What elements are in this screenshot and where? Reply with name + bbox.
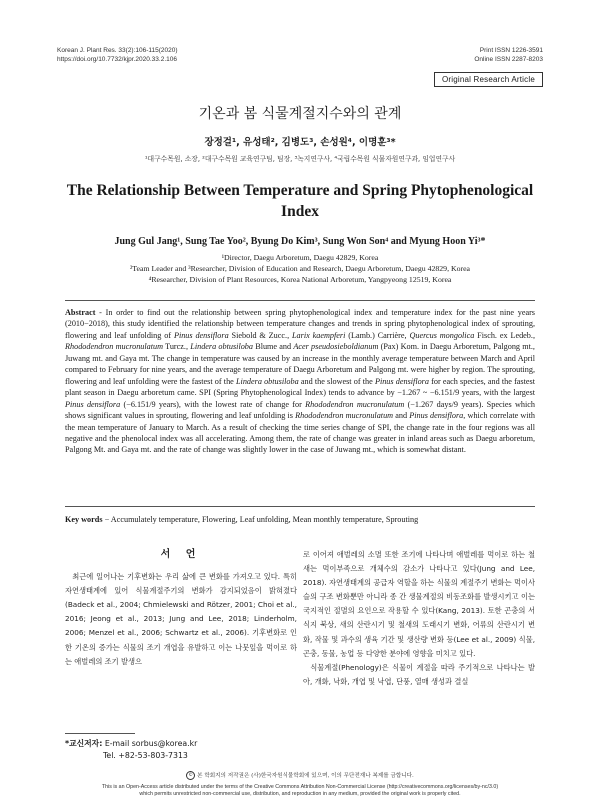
body-paragraph: 최근에 일어나는 기후변화는 우리 삶에 큰 변화를 가져오고 있다. 특히 자연생태계에 있어 식물계절주기의 변화가 감지되었음이 밝혀졌다(Badeck et al., 2004; Chmielewski and Rötzer, 2001; Choi et al., 2016; Jeong et al., 2013; Jung and Lee, 2018; Linderholm, 2006; Menzel et al., 2006; Schwartz et al., 2006). 기후변화로 인한 기온의 증가는 식물의 조기 개엽을 유발하고 이는 나뭇잎을 먹이로 하는 애벌레의 조기 발생으: [65, 572, 297, 666]
abstract-label: Abstract: [65, 308, 96, 317]
footnote-divider: [65, 733, 135, 734]
body-paragraph: 로 이어져 애벌레의 소멸 또한 조기에 나타나며 애벌레를 먹이로 하는 철새는 먹이부족으로 개체수의 감소가 나타나고 있다(Jung and Lee, 2018). 자연생태계의 공급자 역할을 하는 식물의 계절주기 변화는 먹이사슬의 구조 변화뿐만 아니라 종 간 생물계절의 비동조화를 발생시키고 이는 국지적인 절멸의 요인으로 작용할 수 있다(Kang, 2013). 토한 곤충의 서식지 북상, 새의 산란시기 및 철새의 도래시기 변화, 어류의 산란시기 변화, 작물 및 과수의 생육 기간 및 생산량 변화 등(Lee et al., 2009) 식물, 곤충, 동물, 농업 등 다양한 분야에 영향을 미치고 있다.: [303, 550, 535, 658]
abstract-text: Fisch. ex Ledeb.,: [474, 330, 535, 340]
journal-header-right: [474, 46, 543, 64]
journal-header-left: [57, 46, 178, 64]
abstract: [65, 307, 535, 456]
abstract-text: (−1.267 days/9 years). Species which shows significant values in sprouting, flowering and leaf unfolding is: [65, 399, 536, 421]
abstract-text: for each species, and the fastest plant season in Daegu arboretum came. SPI (Spring Phytophenological Index) tends to advance by −1.267 ~ −6.151/9 years, with the largest: [65, 376, 535, 398]
keywords: [65, 515, 535, 524]
abstract-text: (Pax) Kom. in Daegu Arboretum, Palgong mt., Juwang mt. and Gaya mt. The change in temperature was caused by an increase in the monthly average temperature between March and April compared to February for nine years, and the average temperature of Daegu Arboretum and Palgong mt. were higher by region. The sprouting, flowering and leaf unfolding were the fastest of the: [65, 342, 535, 386]
abstract-top-divider: [65, 300, 535, 301]
keywords-label: Key words: [65, 515, 103, 524]
english-authors: Jung Gul Jang¹, Sung Tae Yoo², Byung Do Kim³, Sung Won Son⁴ and Myung Hoon Yi³*: [114, 236, 486, 247]
abstract-text: Blume and: [253, 342, 294, 352]
species-name: Lindera obtusiloba: [235, 376, 299, 386]
species-name: Pinus densiflora: [173, 330, 229, 340]
species-name: Pinus densiflora: [409, 411, 464, 421]
journal-citation: Korean J. Plant Res. 33(2):106-115(2020): [57, 47, 178, 54]
copyright-text: 본 학회지의 저작권은 (사)한국자원식물학회에 있으며, 이의 무단전재나 복제를 금합니다.: [197, 773, 414, 779]
abstract-text: Turcz.,: [163, 342, 191, 352]
keywords-text: − Accumulately temperature, Flowering, Leaf unfolding, Mean monthly temperature, Sprouting: [102, 515, 419, 524]
abstract-text: and: [393, 411, 410, 421]
article-type-badge: Original Research Article: [434, 72, 543, 87]
license-notice: [40, 784, 560, 798]
copyright-notice: [0, 771, 600, 780]
abstract-text: , which correlate with the mean temperature of January to March. As a result of checking the time series change of SPI, the change rate in the four regions was all negative and the phenolocal index was all accelerating. Among them, the rate of change was greater in inland areas such as Daegu arboretum, Palgong Mt. and Gaya mt. and the rate of change was slightly lower in the case of Juwang mt., which is somewhat distant.: [65, 411, 535, 455]
corresponding-label: *교신저자:: [65, 739, 103, 748]
affiliation-line: ⁴Researcher, Division of Plant Resources, Korea National Arboretum, Yangpyeong 12519, Korea: [148, 275, 452, 284]
species-name: Lindera obtusiloba: [190, 342, 253, 352]
copyright-icon: ©: [186, 771, 195, 780]
species-name: Rhododendron mucronulatum: [305, 399, 405, 409]
english-affiliations: [60, 252, 540, 285]
abstract-text: Siebold & Zucc.,: [228, 330, 292, 340]
online-issn: Online ISSN 2287-8203: [474, 56, 543, 63]
print-issn: Print ISSN 1226-3591: [479, 47, 543, 54]
english-title: The Relationship Between Temperature and Spring Phytophenological Index: [66, 182, 534, 220]
species-name: Quercus mongolica: [409, 330, 475, 340]
license-line: which permits unrestricted non-commercial use, distribution, and reproduction in any medium, provided the original work is properly cited.: [139, 791, 461, 797]
species-name: Pinus densiflora: [65, 399, 121, 409]
corresponding-tel: Tel. +82-53-803-7313: [103, 751, 188, 760]
license-line: This is an Open-Access article distributed under the terms of the Creative Commons Attribution Non-Commercial License (http://creativecommons.org/licenses/by-nc/3.0): [101, 784, 499, 790]
body-column-right: [303, 548, 535, 689]
abstract-text: (−6.151/9 years), with the lowest rate of change for: [120, 399, 306, 409]
species-name: Rhododendron mucronulatum: [295, 411, 394, 421]
body-column-left: [65, 548, 297, 669]
section-title: 서 언: [160, 549, 202, 560]
abstract-text: and the slowest of the: [298, 376, 375, 386]
species-name: Pinus densiflora: [374, 376, 429, 386]
abstract-text: - In order to find out the relationship between spring phytophenological index and temperature index for the past nine years (2010−2018), this study identified the relationship between temperature changes and trends in spring phytophenological index of sprouting, flowering and leaf unfolding of: [65, 308, 535, 340]
species-name: Larix kaempferi: [292, 330, 346, 340]
affiliation-line: ²Team Leader and ³Researcher, Division of Education and Research, Daegu Arboretum, Daegu 42829, Korea: [129, 264, 471, 273]
abstract-text: (Lamb.) Carrière,: [345, 330, 410, 340]
doi-link[interactable]: https://doi.org/10.7732/kjpr.2020.33.2.106: [57, 56, 177, 63]
affiliation-line: ¹Director, Daegu Arboretum, Daegu 42829, Korea: [221, 253, 379, 262]
korean-title: 기온과 봄 식물계절지수와의 관계: [198, 106, 402, 122]
species-name: Rhododendron mucronulatum: [65, 342, 164, 352]
body-paragraph: 식물계절(Phenology)은 식물이 계절을 따라 주기적으로 나타나는 발아, 개화, 낙화, 개엽 및 낙엽, 단풍, 열매 생성과 결실: [303, 662, 535, 686]
korean-authors: 장정걸¹, 유성태², 김병도³, 손성원⁴, 이명훈³*: [204, 137, 396, 148]
corresponding-author: [65, 738, 197, 762]
abstract-bottom-divider: [65, 506, 535, 507]
korean-affiliations: ¹대구수목원, 소장, ²대구수목원 교육연구팀, 팀장, ³녹지연구사, ⁴국립수목원 식물자원연구과, 임업연구사: [144, 155, 456, 163]
species-name: Acer pseudosieboldianum: [293, 342, 379, 352]
corresponding-email[interactable]: E-mail sorbus@korea.kr: [104, 739, 198, 748]
